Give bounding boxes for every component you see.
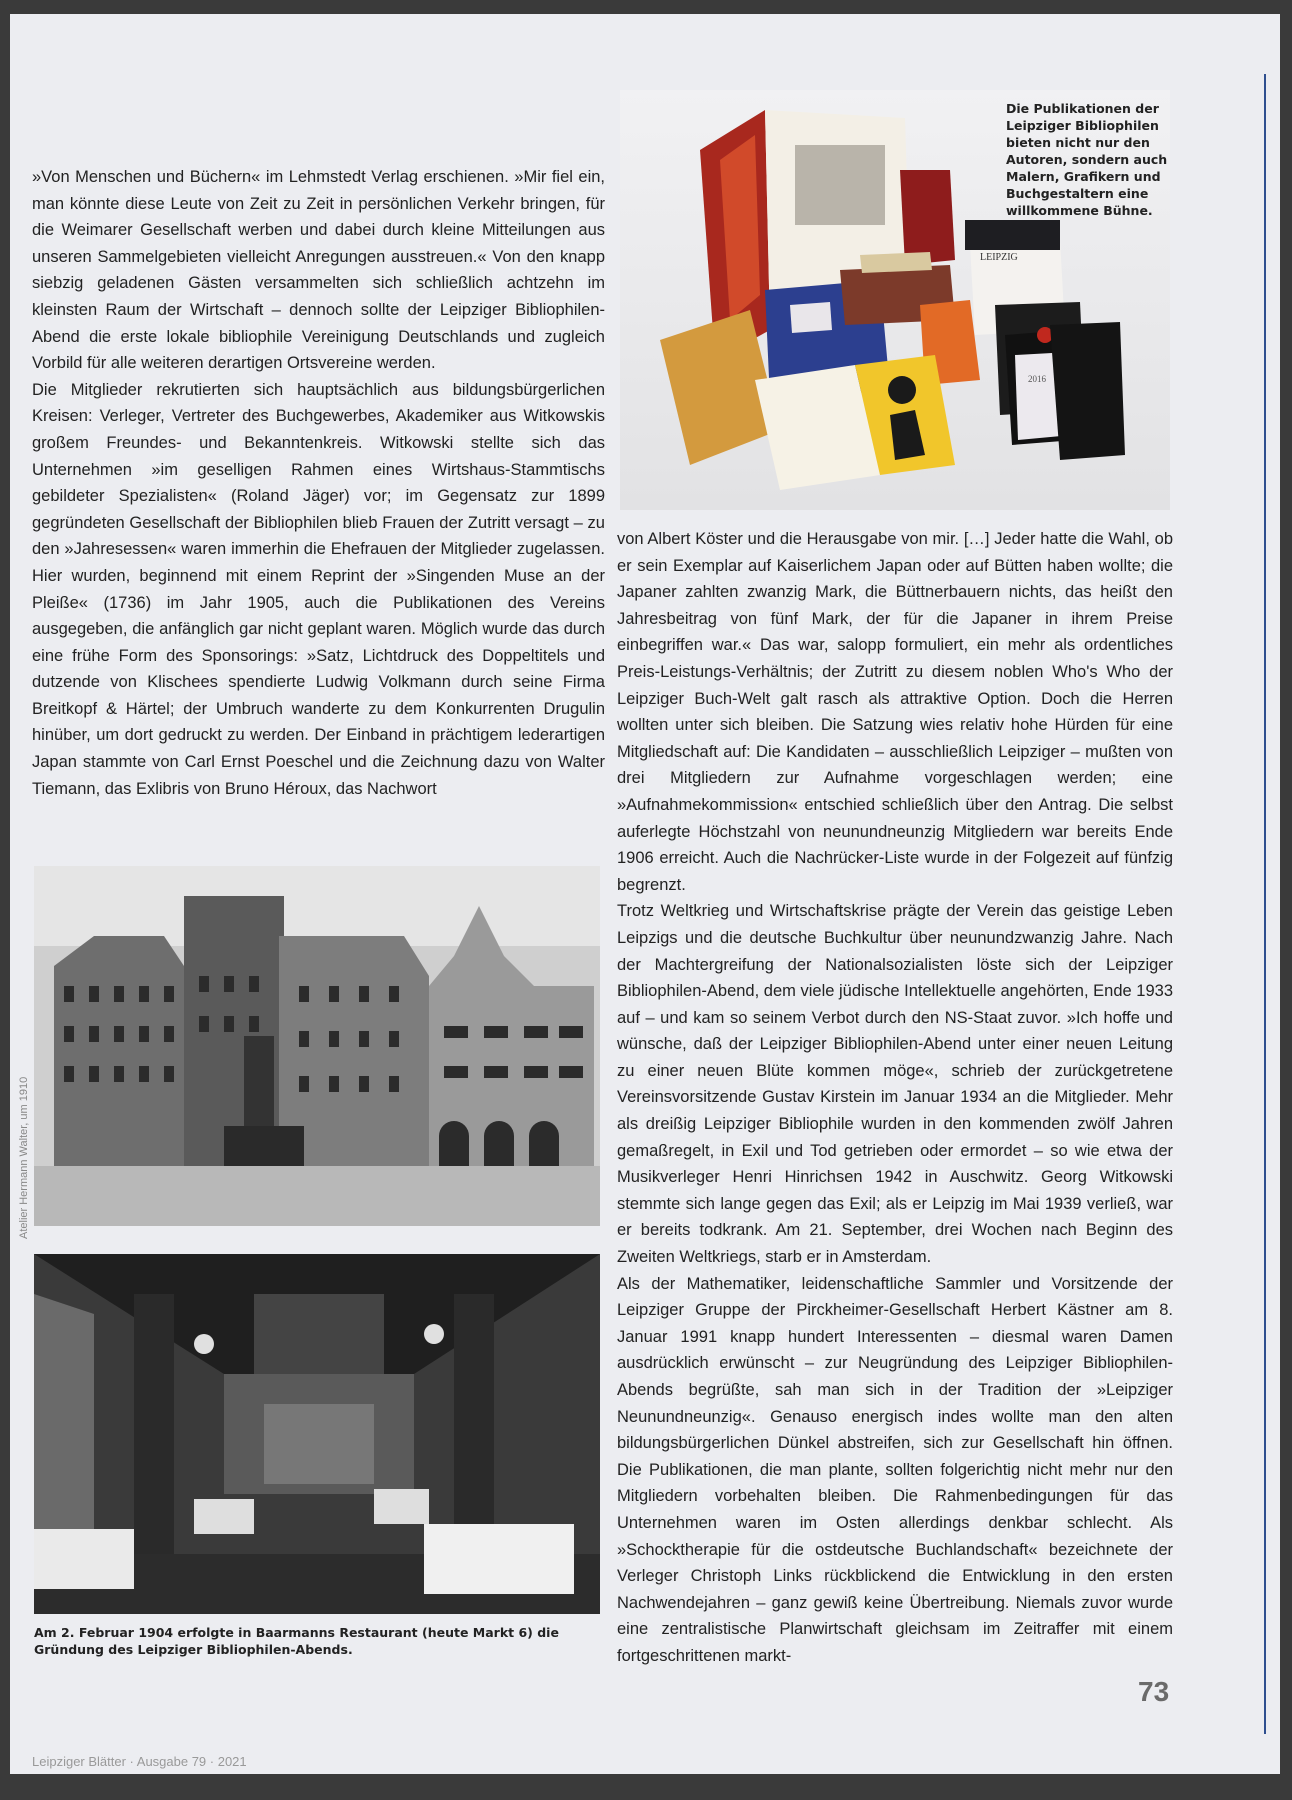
market-square-illustration xyxy=(34,866,600,1226)
footer: Leipziger Blätter · Ausgabe 79 · 2021 xyxy=(32,1754,247,1769)
spine-line xyxy=(1264,74,1266,1734)
market-square-photo xyxy=(34,866,600,1226)
left-column-text xyxy=(32,164,605,802)
magazine-page xyxy=(10,14,1280,1774)
paragraph: von Albert Köster und die Herausgabe von mir. […] Jeder hatte die Wahl, ob er sein Exemplar auf Kaiserlichem Japan oder auf Bütten haben wollte; die Japaner zahlten zwanzig Mark, die Büttnerbauern nichts, das heißt den Jahresbeitrag von fünf Mark, der für die Japaner in ihrem Preise einbegriffen war.« Das war, salopp formuliert, ein mehr als ordentliches Preis-Leistungs-Verhältnis; der Zutritt zu diesem noblen Who's Who der Leipziger Buch-Welt galt rasch als attraktive Option. Doch die Herren wollten unter sich bleiben. Die Satzung wies relativ hohe Hürden für eine Mitgliedschaft auf: Die Kandidaten – ausschließlich Leipziger – mußten von drei Mitgliedern zur Aufnahme vorgeschlagen werden; eine »Aufnahmekommission« entschied schließlich über den Antrag. Die selbst auferlegte Höchstzahl von neunundneunzig Mitgliedern war bereits Ende 1906 erreicht. Auch die Nachrücker-Liste wurde in der Folgezeit auf fünfzig begrenzt. xyxy=(617,530,1173,894)
paragraph: Trotz Weltkrieg und Wirtschaftskrise prägte der Verein das geistige Leben Leipzigs und die deutsche Buchkultur über neunundzwanzig Jahre. Nach der Machtergreifung der Nationalsozialisten löste sich der Leipziger Bibliophilen-Abend, dem viele jüdische Intellektuelle angehörten, Ende 1933 auf – und kam so seinem Verbot durch den NS-Staat zuvor. »Ich hoffe und wünsche, daß der Leipziger Bibliophilen-Abend unter einer neuen Leitung zu einer neuen Blüte kommen möge«, schrieb der zurückgetretene Vereinsvorsitzende Gustav Kirstein im Januar 1934 an die Mitglieder. Mehr als dreißig Leipziger Bibliophile wurden in den kommenden zwölf Jahren gemaßregelt, in Exil und Tod getrieben oder ermordet – so wie etwa der Musikverleger Henri Hinrichsen 1942 in Auschwitz. Georg Witkowski stemmte sich lange gegen das Exil; als er Leipzig im Mai 1939 verließ, war er bereits todkrank. Am 21. September, drei Wochen nach Beginn des Zweiten Weltkriegs, starb er in Amsterdam. xyxy=(617,902,1173,1267)
restaurant-caption: Am 2. Februar 1904 erfolgte in Baarmanns Restaurant (heute Markt 6) die Gründung des Leipziger Bibliophilen-Abends. xyxy=(34,1625,559,1657)
right-column-text xyxy=(617,526,1173,1670)
book-cover-leipzig: LEIPZIG xyxy=(980,252,1018,263)
paragraph: Die Mitglieder rekrutierten sich hauptsächlich aus bildungsbürgerlichen Kreisen: Verleger, Vertreter des Buchgewerbes, Akademiker aus Witkowskis großem Freundes- und Bekanntenkreis. Witkowski stellte sich das Unternehmen »im geselligen Rahmen eines Wirtshaus-Stammtischs gebildeter Spezialisten« (Roland Jäger) vor; im Gegensatz zur 1899 gegründeten Gesellschaft der Bibliophilen blieb Frauen der Zutritt versagt – zu den »Jahresessen« waren immerhin die Ehefrauen der Mitglieder zugelassen. Hier wurden, beginnend mit einem Reprint der »Singenden Muse an der Pleiße« (1736) im Jahr 1905, auch die Publikationen des Vereins ausgegeben, die anfänglich gar nicht geplant waren. Möglich wurde das durch eine frühe Form des Sponsorings: »Satz, Lichtdruck des Doppeltitels und dutzende von Klischees spendierte Ludwig Volkmann durch seine Firma Breitkopf & Härtel; der Umbruch wanderte zu dem Konkurrenten Drugulin hinüber, um dort gedruckt zu werden. Der Einband in prächtigem lederartigen Japan stammte von Carl Ernst Poeschel und die Zeichnung dazu von Walter Tiemann, das Exlibris von Bruno Héroux, das Nachwort xyxy=(32,380,605,798)
restaurant-photo xyxy=(34,1254,600,1614)
book-cover-year: 2016 xyxy=(1028,374,1046,384)
books-caption: Die Publikationen der Leipziger Bibliophilen bieten nicht nur den Autoren, sondern auch Malern, Grafikern und Buchgestaltern eine willkommene Bühne. xyxy=(1006,101,1168,218)
paragraph: Als der Mathematiker, leidenschaftliche Sammler und Vorsitzende der Leipziger Gruppe der Pirckheimer-Gesellschaft Herbert Kästner am 8. Januar 1991 knapp hundert Interessenten – diesmal waren Damen ausdrücklich erwünscht – zur Neugründung des Leipziger Bibliophilen-Abends begrüßte, sah man sich in der Tradition der »Leipziger Neunundneunzig«. Genauso energisch indes wollte man den alten bildungsbürgerlichen Dünkel abstreifen, sich zur Gesellschaft hin öffnen. Die Publikationen, die man plante, sollten folgerichtig nicht mehr nur den Mitgliedern vorbehalten bleiben. Die Rahmenbedingungen für das Unternehmen waren im Osten allerdings denkbar schlecht. Als »Schocktherapie für die ostdeutsche Buchlandschaft« bezeichnete der Verleger Christoph Links rückblickend die Entwicklung in den ersten Nachwendejahren – ganz gewiß keine Übertreibung. Niemals zuvor wurde eine zentralistische Planwirtschaft gleichsam im Zeitraffer mit einem fortgeschrittenen markt- xyxy=(617,1274,1173,1665)
photo-credit: Atelier Hermann Walter, um 1910 xyxy=(18,1076,30,1239)
paragraph: »Von Menschen und Büchern« im Lehmstedt Verlag erschienen. »Mir fiel ein, man könnte diese Leute von Zeit zu Zeit in persönlichen Verkehr bringen, für die Weimarer Gesellschaft werben und dabei durch kleine Mitteilungen aus unseren Sammelgebieten vielleicht Anregungen ausstreuen.« Von den knapp siebzig geladenen Gästen versammelten sich schließlich achtzehn im kleinsten Raum der Wirtschaft – dennoch sollte der Leipziger Bibliophilen-Abend die erste lokale bibliophile Vereinigung Deutschlands und zugleich Vorbild für alle weiteren derartigen Ortsvereine werden. xyxy=(32,168,605,373)
restaurant-illustration xyxy=(34,1254,600,1614)
page-number: 73 xyxy=(1138,1676,1170,1707)
